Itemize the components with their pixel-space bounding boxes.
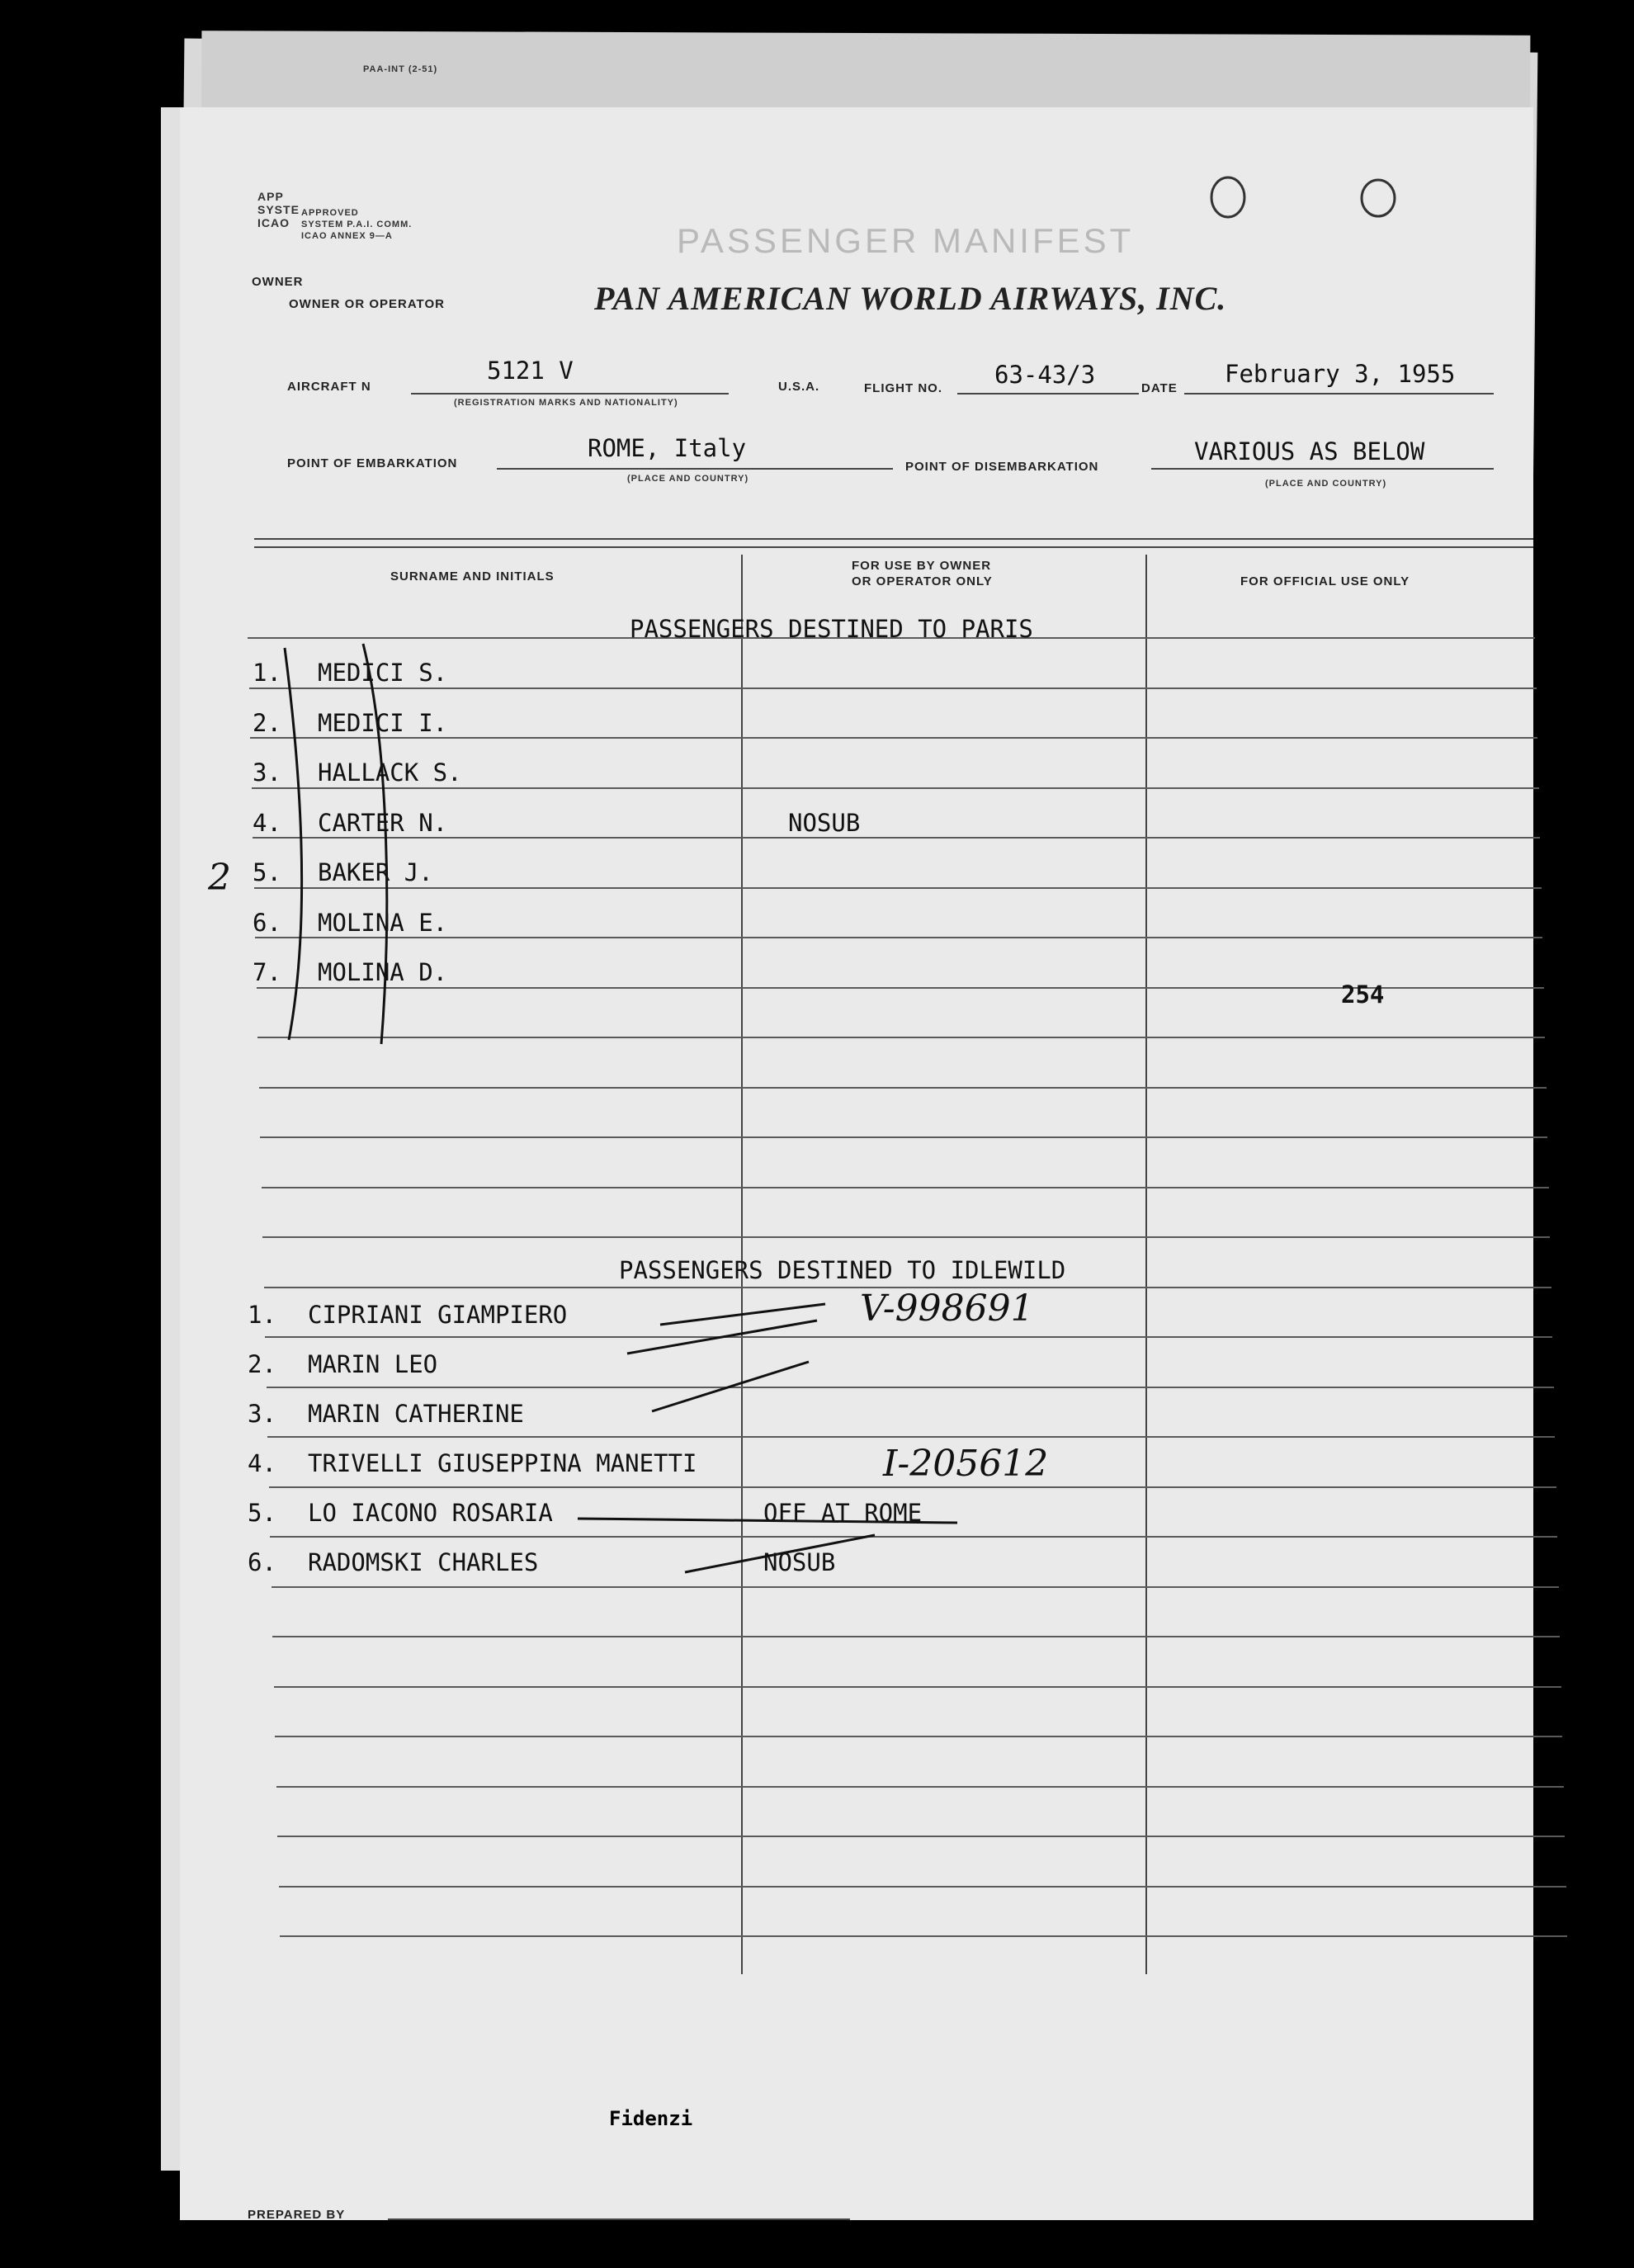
passenger-name: RADOMSKI CHARLES: [308, 1548, 539, 1576]
idlewild-heading: PASSENGERS DESTINED TO IDLEWILD: [619, 1256, 1066, 1284]
footer-signature: Fidenzi: [609, 2107, 693, 2130]
passenger-name: MOLINA E.: [318, 908, 448, 937]
embarkation-place-hint: (PLACE AND COUNTRY): [627, 474, 749, 484]
passenger-number: 4.: [248, 1449, 276, 1477]
owner-operator-label: OWNER OR OPERATOR: [289, 297, 445, 311]
aircraft-label: AIRCRAFT N: [287, 380, 371, 394]
passenger-number: 1.: [253, 659, 281, 687]
passenger-name: BAKER J.: [318, 858, 433, 886]
flight-number: 63-43/3: [994, 361, 1096, 389]
embarkation-value: ROME, Italy: [588, 434, 747, 462]
disembarkation-place-hint: (PLACE AND COUNTRY): [1265, 479, 1387, 489]
registration-hint: (REGISTRATION MARKS AND NATIONALITY): [454, 398, 678, 408]
disembarkation-value: VARIOUS AS BELOW: [1194, 437, 1425, 465]
column-owner-use-2: OR OPERATOR ONLY: [852, 574, 993, 588]
approval-side-label: APP SYSTE ICAO: [257, 190, 300, 229]
paris-heading: PASSENGERS DESTINED TO PARIS: [630, 615, 1033, 643]
form-corner-tag: PAA-INT (2-51): [363, 64, 438, 74]
column-owner-use-1: FOR USE BY OWNER: [852, 559, 992, 573]
airline-name: PAN AMERICAN WORLD AIRWAYS, INC.: [594, 280, 1227, 317]
passenger-number: 3.: [253, 758, 281, 787]
passenger-operator-note: NOSUB: [763, 1548, 836, 1576]
passenger-number: 2.: [253, 708, 281, 737]
approved-line3: ICAO ANNEX 9—A: [301, 231, 393, 241]
passenger-number: 3.: [248, 1400, 276, 1428]
handwritten-note-1: V-998691: [860, 1288, 1034, 1330]
approved-line1: APPROVED: [301, 208, 359, 218]
passenger-number: 5.: [253, 858, 281, 886]
passenger-name: TRIVELLI GIUSEPPINA MANETTI: [308, 1449, 697, 1477]
date-label: DATE: [1141, 381, 1178, 395]
passenger-number: 2.: [248, 1350, 276, 1378]
passenger-number: 6.: [253, 908, 281, 937]
passenger-name: MARIN LEO: [308, 1350, 438, 1378]
passenger-name: CIPRIANI GIAMPIERO: [308, 1301, 568, 1329]
aircraft-value: 5121 V: [487, 357, 574, 385]
passenger-number: 4.: [253, 808, 281, 837]
manifest-title: PASSENGER MANIFEST: [677, 221, 1135, 260]
column-official: FOR OFFICIAL USE ONLY: [1240, 574, 1410, 588]
prepared-by-label: PREPARED BY: [248, 2208, 346, 2222]
passenger-number: 1.: [248, 1301, 276, 1329]
usa-label: U.S.A.: [778, 380, 820, 394]
passenger-number: 5.: [248, 1499, 276, 1527]
passenger-name: MARIN CATHERINE: [308, 1400, 524, 1428]
passenger-name: MEDICI I.: [318, 708, 448, 737]
passenger-number: 6.: [248, 1548, 276, 1576]
passenger-number: 7.: [253, 958, 281, 986]
passenger-name: CARTER N.: [318, 808, 448, 837]
passenger-name: LO IACONO ROSARIA: [308, 1499, 553, 1527]
date-value: February 3, 1955: [1225, 360, 1456, 388]
disembarkation-label: POINT OF DISEMBARKATION: [905, 460, 1099, 474]
passenger-name: HALLACK S.: [318, 758, 462, 787]
owner-short-label: OWNER: [252, 275, 304, 289]
passenger-operator-note: NOSUB: [788, 808, 861, 837]
passenger-name: MEDICI S.: [318, 659, 448, 687]
passenger-name: MOLINA D.: [318, 958, 448, 986]
prepared-by-underline: [388, 2218, 850, 2220]
margin-mark: 2: [208, 857, 231, 899]
handwritten-note-2: I-205612: [883, 1443, 1049, 1485]
official-mark: 254: [1341, 980, 1385, 1009]
flight-label: FLIGHT NO.: [864, 381, 942, 395]
column-surname: SURNAME AND INITIALS: [390, 569, 555, 584]
passenger-operator-note: OFF AT ROME: [763, 1499, 923, 1527]
approved-line2: SYSTEM P.A.I. COMM.: [301, 220, 413, 229]
embarkation-label: POINT OF EMBARKATION: [287, 456, 458, 470]
